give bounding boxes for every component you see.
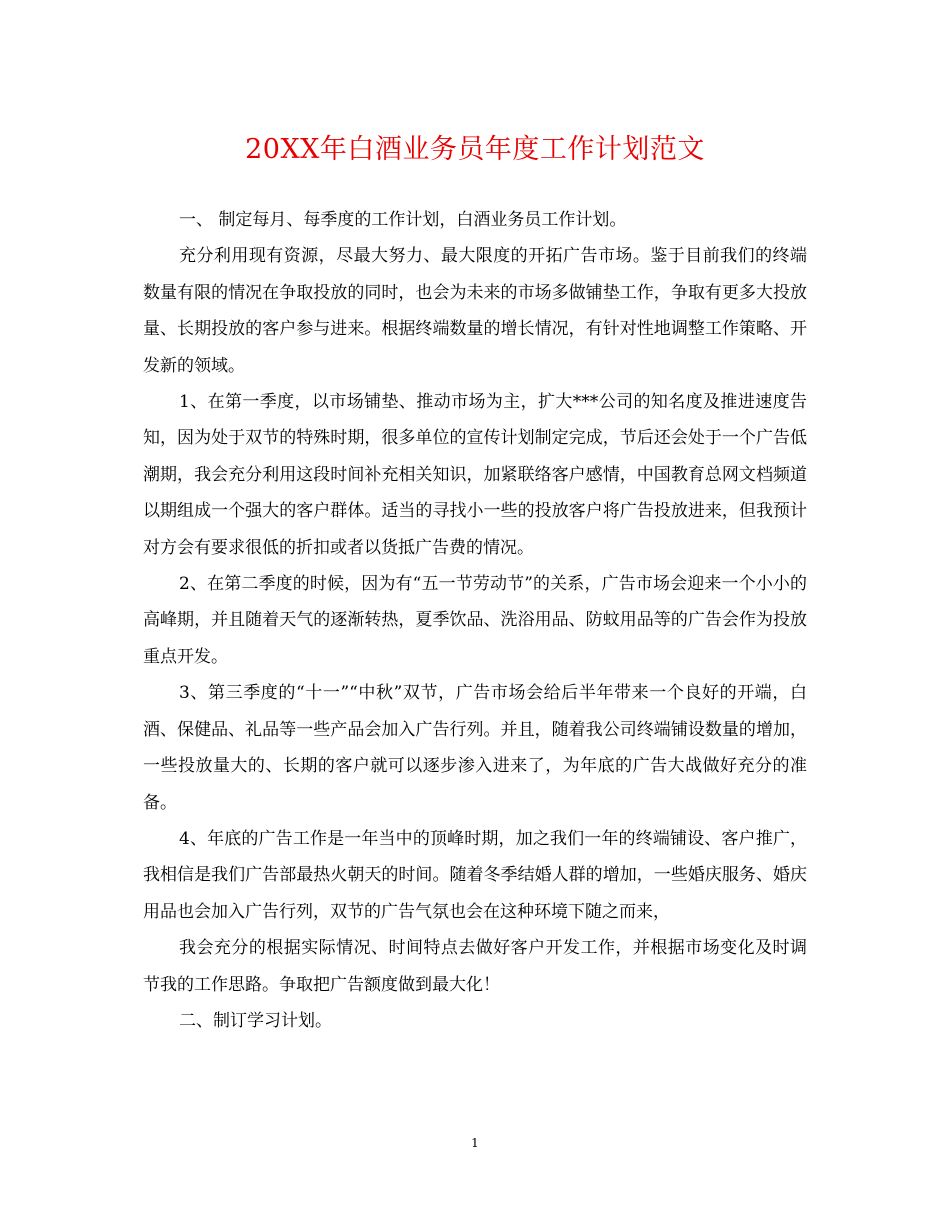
- paragraph-section-one-heading: 一、 制定每月、每季度的工作计划，白酒业务员工作计划。: [179, 210, 627, 230]
- document-body: [143, 202, 807, 1039]
- paragraph-section-two-heading: 二、制订学习计划。: [179, 1010, 332, 1031]
- paragraph-resources: 充分利用现有资源，尽最大努力、最大限度的开拓广告市场。鉴于目前我们的终端数量有限的情况在争取投放的同时，也会为未来的市场多做铺垫工作，争取有更多大投放量、长期投放的客户参与进来。根据终端数量的增长情况，有针对性地调整工作策略、开发新的领域。: [143, 246, 807, 376]
- paragraph-first-quarter: 1、在第一季度，以市场铺垫、推动市场为主，扩大***公司的知名度及推进速度告知，因为处于双节的特殊时期，很多单位的宣传计划制定完成，节后还会处于一个广告低潮期，我会充分利用这段时间补充相关知识，加紧联络客户感情，中国教育总网文档频道以期组成一个强大的客户群体。适当的寻找小一些的投放客户将广告投放进来，但我预计对方会有要求很低的折扣或者以货抵广告费的情况。: [143, 392, 807, 558]
- paragraph-year-end: 4、年底的广告工作是一年当中的顶峰时期，加之我们一年的终端铺设、客户推广，我相信是我们广告部最热火朝天的时间。随着冬季结婚人群的增加，一些婚庆服务、婚庆用品也会加入广告行列，双节的广告气氛也会在这种环境下随之而来，: [143, 828, 807, 922]
- paragraph-second-quarter: 2、在第二季度的时候，因为有“五一节劳动节”的关系，广告市场会迎来一个小小的高峰期，并且随着天气的逐渐转热，夏季饮品、洗浴用品、防蚊用品等的广告会作为投放重点开发。: [143, 574, 807, 667]
- document-title: 20XX年白酒业务员年度工作计划范文: [245, 134, 705, 165]
- paragraph-third-quarter: 3、第三季度的“十一”“中秋”双节，广告市场会给后半年带来一个良好的开端，白酒、保健品、礼品等一些产品会加入广告行列。并且，随着我公司终端铺设数量的增加，一些投放量大的、长期的客户就可以逐步渗入进来了，为年底的广告大战做好充分的准备。: [143, 683, 807, 813]
- page-number: 1: [471, 1136, 479, 1150]
- paragraph-summary: 我会充分的根据实际情况、时间特点去做好客户开发工作，并根据市场变化及时调节我的工作思路。争取把广告额度做到最大化！: [143, 938, 807, 995]
